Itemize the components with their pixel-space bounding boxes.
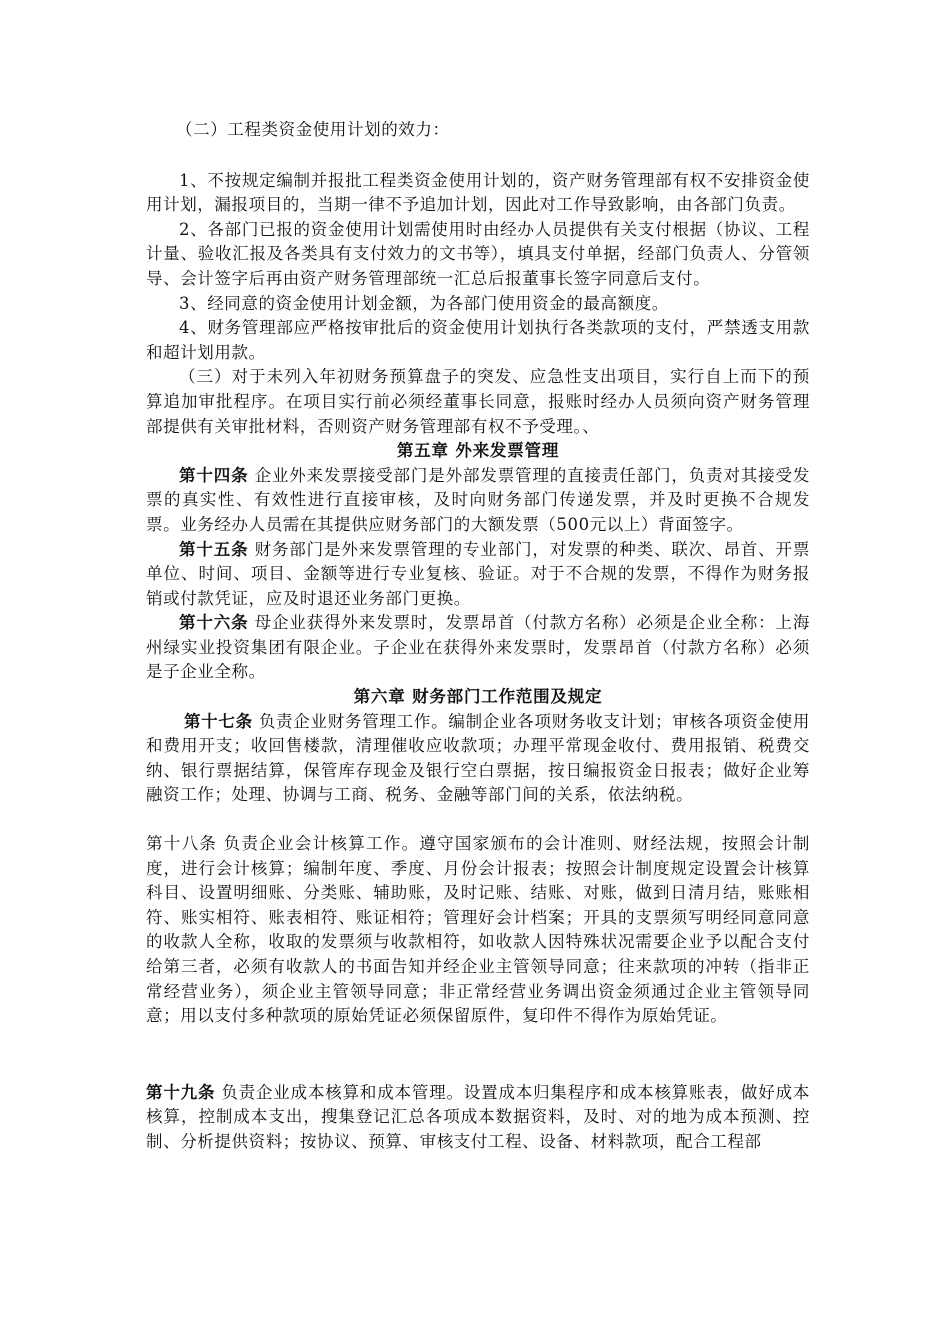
item-1: 1、不按规定编制并报批工程类资金使用计划的，资产财务管理部有权不安排资金使用计划，漏报项目的，当期一律不予追加计划，因此对工作导致影响，由各部门负责。 [146,170,810,215]
article-19-label: 第十九条 [146,1082,216,1102]
article-14 [146,464,810,538]
chapter-5-title: 第五章 外来发票管理 [396,441,560,461]
section-3-paragraph: （三）对于未列入年初财务预算盘子的突发、应急性支出项目，实行自上而下的预算追加审批程序。在项目实行前必须经董事长同意，报账时经办人员须向资产财务管理部提供有关审批材料，否则资产财务管理部有权不予受理。、 [146,367,810,436]
article-19 [146,1081,810,1155]
article-15 [146,538,810,612]
article-14-label: 第十四条 [179,465,249,485]
chapter-6-title: 第六章 财务部门工作范围及规定 [353,687,603,707]
article-16-label: 第十六条 [179,613,249,633]
article-17-text: 负责企业财务管理工作。编制企业各项财务收支计划；审核各项资金使用和费用开支；收回售楼款，清理催收应收款项；办理平常现金收付、费用报销、税费交纳、银行票据结算，保管库存现金及银行空白票据，按日编报资金日报表；做好企业筹融资工作；处理、协调与工商、税务、金融等部门间的关系，依法纳税。 [146,711,811,805]
item-3: 3、经同意的资金使用计划金额，为各部门使用资金的最高额度。 [179,293,669,313]
item-2: 2、各部门已报的资金使用计划需使用时由经办人员提供有关支付根据（协议、工程计量、验收汇报及各类具有支付效力的文书等），填具支付单据，经部门负责人、分管领导、会计签字后再由资产财务管理部统一汇总后报董事长签字同意后支付。 [146,219,810,288]
article-16-text: 母企业获得外来发票时，发票昂首（付款方名称）必须是企业全称：上海州绿实业投资集团有限企业。子企业在获得外来发票时，发票昂首（付款方名称）必须是子企业全称。 [146,613,810,682]
article-14-text: 企业外来发票接受部门是外部发票管理的直接责任部门，负责对其接受发票的真实性、有效性进行直接审核，及时向财务部门传递发票，并及时更换不合规发票。业务经办人员需在其提供应财务部门的大额发票（500元以上）背面签字。 [146,465,810,534]
section-2-title: （二）工程类资金使用计划的效力： [176,120,450,139]
article-18: 第十八条 负责企业会计核算工作。遵守国家颁布的会计准则、财经法规，按照会计制度，进行会计核算；编制年度、季度、月份会计报表；按照会计制度规定设置会计核算科目、设置明细账、分类账、辅助账，及时记账、结账、对账，做到日清月结，账账相符、账实相符、账表相符、账证相符；管理好会计档案；开具的支票须写明经同意同意的收款人全称，收取的发票须与收款相符，如收款人因特殊状况需要企业予以配合支付给第三者，必须有收款人的书面告知并经企业主管领导同意；往来款项的冲转（指非正常经营业务），须企业主管领导同意；非正常经营业务调出资金须通过企业主管领导同意；用以支付多种款项的原始凭证必须保留原件，复印件不得作为原始凭证。 [146,834,810,1026]
article-17-label: 第十七条 [183,711,253,731]
article-19-text: 负责企业成本核算和成本管理。设置成本归集程序和成本核算账表，做好成本核算，控制成本支出，搜集登记汇总各项成本数据资料，及时、对的地为成本预测、控制、分析提供资料；按协议、预算、审核支付工程、设备、材料款项，配合工程部 [146,1082,810,1151]
article-15-text: 财务部门是外来发票管理的专业部门，对发票的种类、联次、昂首、开票单位、时间、项目、金额等进行专业复核、验证。对于不合规的发票，不得作为财务报销或付款凭证，应及时退还业务部门更换。 [146,539,810,608]
item-4: 4、财务管理部应严格按审批后的资金使用计划执行各类款项的支付，严禁透支用款和超计划用款。 [146,318,810,362]
article-17 [146,710,810,808]
article-15-label: 第十五条 [179,539,249,559]
article-16 [146,611,810,685]
